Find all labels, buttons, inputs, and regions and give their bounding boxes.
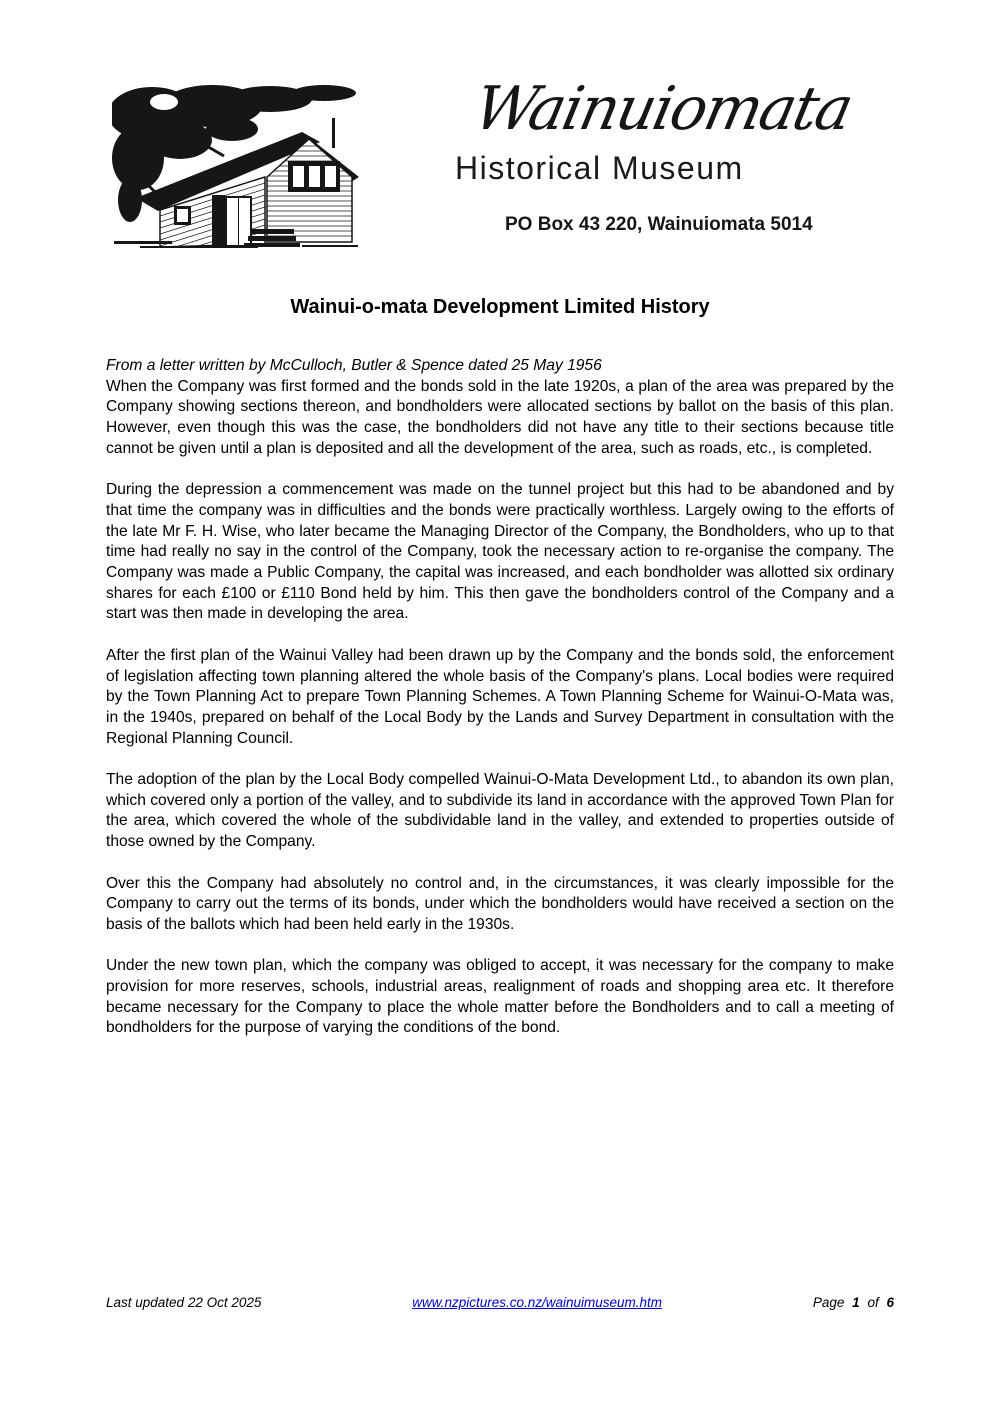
document-body xyxy=(106,356,894,1039)
body-paragraph: Under the new town plan, which the company was obliged to accept, it was necessary for the company to make provision for more reserves, schools, industrial areas, realignment of roads and shopping area etc. It therefore became necessary for the Company to place the whole matter before the Bondholders and to call a meeting of bondholders for the purpose of varying the conditions of the bond. xyxy=(106,957,894,1037)
body-paragraph: When the Company was first formed and the bonds sold in the late 1920s, a plan of the area was prepared by the Company showing sections thereon, and bondholders were allocated sections by ballot on the basis of this plan. However, even though this was the case, the bondholders did not have any title to their sections because title cannot be given until a plan is deposited and all the development of the area, such as roads, etc., is completed. xyxy=(106,377,894,457)
page-label: Page xyxy=(812,1295,845,1310)
page-total: 6 xyxy=(886,1295,894,1310)
po-box-address: PO Box 43 220, Wainuiomata 5014 xyxy=(505,214,813,235)
museum-cottage-illustration-icon xyxy=(112,84,362,250)
page-footer xyxy=(106,1295,894,1310)
museum-website-link[interactable]: www.nzpictures.co.nz/wainuimuseum.htm xyxy=(412,1295,663,1310)
logo-subtitle: Historical Museum xyxy=(455,150,744,186)
body-paragraph: After the first plan of the Wainui Valley had been drawn up by the Company and the bonds sold, the enforcement of legislation affecting town planning altered the whole basis of the Company's plans. Local bodies were required by the Town Planning Act to prepare Town Planning Schemes. A Town Planning Scheme for Wainui-O-Mata was, in the 1940s, prepared on behalf of the Local Body by the Lands and Survey Department in consultation with the Regional Planning Council. xyxy=(106,646,894,747)
page-of-label: of xyxy=(867,1295,879,1310)
body-paragraph: The adoption of the plan by the Local Body compelled Wainui-O-Mata Development Ltd., to abandon its own plan, which covered only a portion of the valley, and to subdivide its land in accordance with the approved Town Plan for the area, which covered the whole of the subdividable land in the valley, and extended to properties outside of those owned by the Company. xyxy=(106,771,894,851)
letterhead xyxy=(0,0,1000,270)
body-paragraph: Over this the Company had absolutely no control and, in the circumstances, it was clearly impossible for the Company to carry out the terms of its bonds, under which the bondholders would have received a section on the basis of the ballots which had been held early in the 1930s. xyxy=(106,874,894,933)
document-title: Wainui-o-mata Development Limited History xyxy=(290,296,710,318)
last-updated-text: Last updated 22 Oct 2025 xyxy=(106,1295,262,1310)
page-number: 1 xyxy=(852,1295,860,1310)
page-indicator xyxy=(813,1295,894,1310)
source-attribution-line: From a letter written by McCulloch, Butler & Spence dated 25 May 1956 xyxy=(106,357,602,374)
body-paragraph: During the depression a commencement was made on the tunnel project but this had to be abandoned and by that time the company was in difficulties and the bonds were practically worthless. Largely owing to the efforts of the late Mr F. H. Wise, who later became the Managing Director of the Company, the Bondholders, who up to that time had really no say in the control of the Company, took the necessary action to re-organise the company. The Company was made a Public Company, the capital was increased, and each bondholder was allotted six ordinary shares for each £100 or £110 Bond held by him. This then gave the bondholders control of the Company and a start was then made in developing the area. xyxy=(106,481,894,623)
logo-wordmark: Wainuiomata xyxy=(468,74,858,144)
